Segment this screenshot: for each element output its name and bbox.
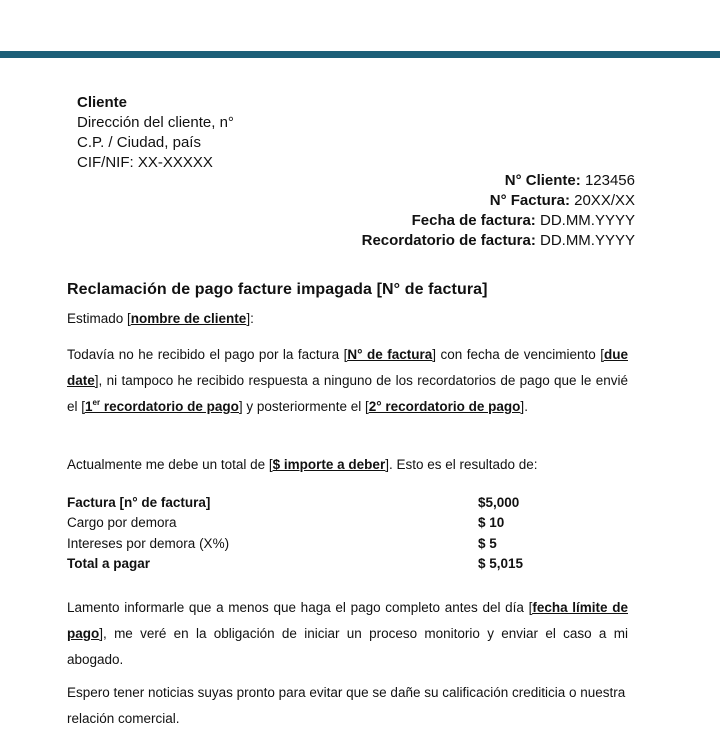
placeholder-due-date: [due date] [67, 347, 628, 388]
letter-greeting: Estimado [nombre de cliente]: [67, 311, 254, 326]
meta-invoice-date: Fecha de factura: DD.MM.YYYY [411, 212, 635, 229]
client-city: C.P. / Ciudad, país [77, 134, 201, 151]
header-accent-bar [0, 51, 720, 58]
letter-title: Reclamación de pago facture impagada [N° de factura] [67, 281, 488, 298]
client-name: Cliente [77, 94, 128, 111]
client-address-block [77, 93, 234, 173]
amount-row-total: Total a pagar $ 5,015 [67, 556, 524, 572]
meta-client-number: N° Cliente: 123456 [504, 172, 635, 189]
client-address: Dirección del cliente, n° [77, 114, 234, 131]
placeholder-amount-owed: [$ importe a deber] [268, 457, 389, 472]
paragraph-legal-warning: Lamento informarle que a menos que haga el pago completo antes del día [fecha límite de pago], me veré en la obligación de iniciar un proceso monitorio y enviar el caso a mi abogado. [67, 600, 628, 667]
meta-invoice-number: N° Factura: 20XX/XX [489, 192, 635, 209]
amount-row-invoice: Factura [n° de factura] $5,000 [67, 494, 520, 510]
client-tax-id: CIF/NIF: XX-XXXXX [77, 154, 213, 171]
amount-row-late-fee: Cargo por demora $ 10 [67, 515, 505, 531]
paragraph-total-owed: Actualmente me debe un total de [$ importe a deber]. Esto es el resultado de: [67, 457, 538, 472]
amounts-breakdown [67, 492, 537, 574]
placeholder-invoice-number: [N° de factura] [343, 347, 437, 362]
paragraph-unpaid-notice: Todavía no he recibido el pago por la factura [N° de factura] con fecha de vencimiento [due date], ni tampoco he recibido respuesta a ninguno de los recordatorios de pago que le envié el [1er recordatorio de pago] y posteriormente el [2° recordatorio de pago]. [67, 347, 628, 414]
placeholder-payment-deadline: [fecha límite de pago] [67, 600, 628, 641]
placeholder-first-reminder: [1er recordatorio de pago] [81, 398, 243, 414]
placeholder-second-reminder: [2° recordatorio de pago] [364, 399, 525, 414]
paragraph-closing: Espero tener noticias suyas pronto para evitar que se dañe su calificación crediticia o nuestra relación comercial. [67, 685, 626, 726]
meta-reminder-date: Recordatorio de factura: DD.MM.YYYY [361, 232, 635, 249]
invoice-meta-block [362, 171, 635, 251]
amount-row-interest: Intereses por demora (X%) $ 5 [67, 535, 497, 551]
placeholder-client-name: nombre de cliente [130, 311, 247, 326]
